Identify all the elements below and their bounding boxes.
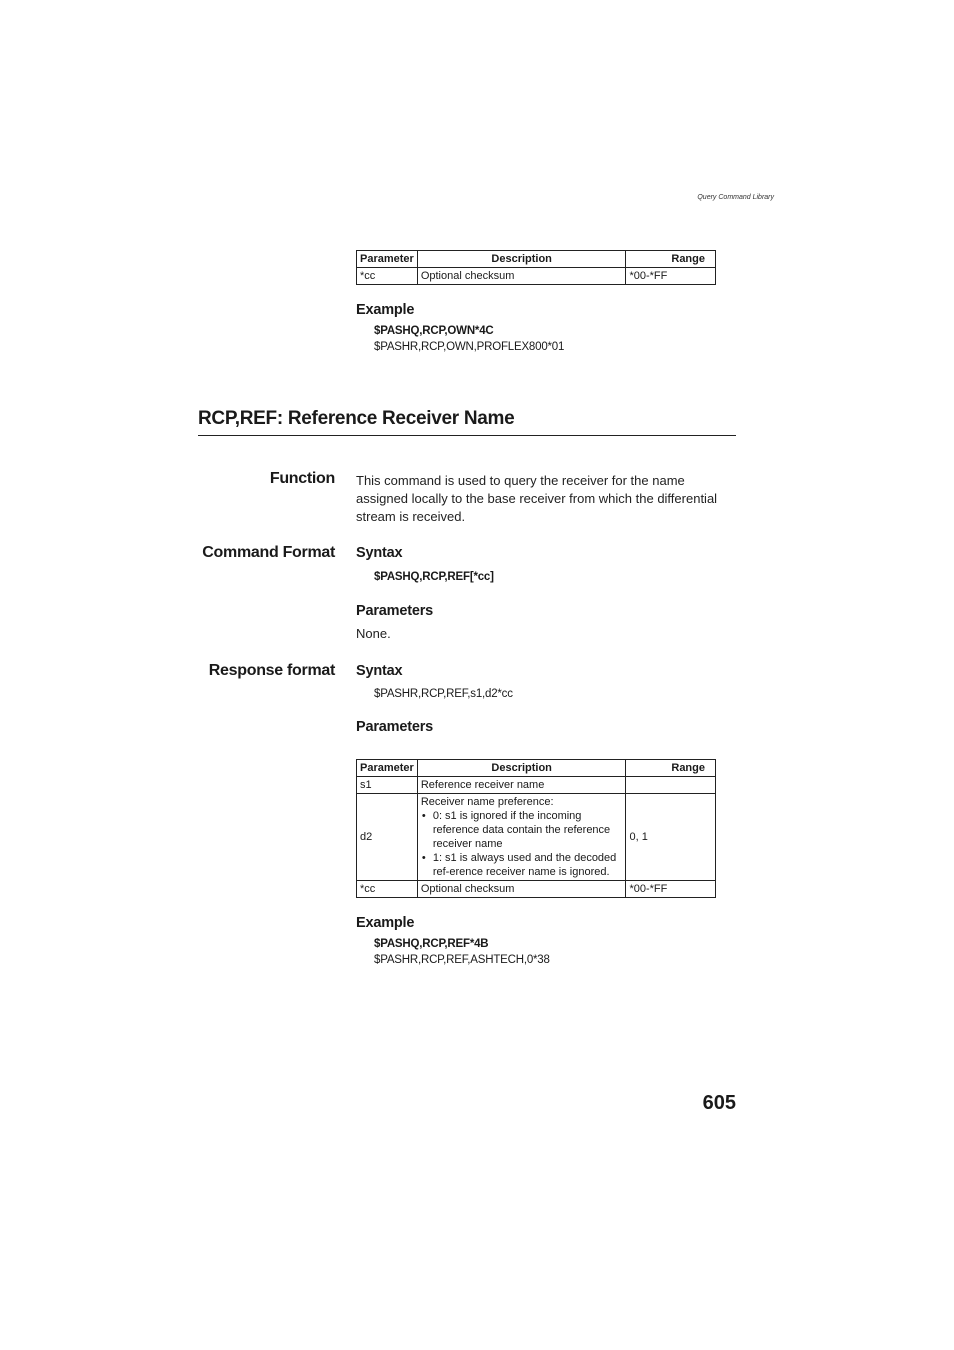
column-header-description: Description xyxy=(417,760,626,777)
example-response: $PASHR,RCP,OWN,PROFLEX800*01 xyxy=(374,341,565,353)
cell-range: *00-*FF xyxy=(626,268,716,285)
function-label: Function xyxy=(269,470,335,487)
description-bullet-list xyxy=(421,809,623,879)
cell-range: 0, 1 xyxy=(626,794,716,881)
command-syntax-heading: Syntax xyxy=(356,545,403,561)
column-header-range: Range xyxy=(626,251,716,268)
column-header-description: Description xyxy=(417,251,626,268)
response-parameters-heading: Parameters xyxy=(356,719,433,735)
column-header-parameter: Parameter xyxy=(357,251,418,268)
table-row xyxy=(357,268,716,285)
response-syntax: $PASHR,RCP,REF,s1,d2*cc xyxy=(374,688,513,700)
command-format-label: Command Format xyxy=(202,544,335,561)
list-item: • 0: s1 is ignored if the incoming reference data contain the reference receiver name xyxy=(421,809,623,851)
cell-parameter: *cc xyxy=(357,268,418,285)
cell-description: Optional checksum xyxy=(417,881,626,898)
example-heading: Example xyxy=(356,302,415,318)
description-intro: Receiver name preference: xyxy=(420,796,554,808)
running-header: Query Command Library xyxy=(697,194,774,201)
table-header-row xyxy=(357,760,716,777)
cell-description: Reference receiver name xyxy=(417,777,626,794)
table-header-row xyxy=(357,251,716,268)
response-format-label: Response format xyxy=(208,662,335,679)
cell-range: *00-*FF xyxy=(626,881,716,898)
section-title: RCP,REF: Reference Receiver Name xyxy=(198,408,736,436)
example-command: $PASHQ,RCP,OWN*4C xyxy=(374,325,494,337)
response-syntax-heading: Syntax xyxy=(356,663,403,679)
cell-parameter: d2 xyxy=(357,794,418,881)
table-row xyxy=(357,794,716,881)
command-parameters-text: None. xyxy=(356,626,391,641)
column-header-range: Range xyxy=(626,760,716,777)
column-header-parameter: Parameter xyxy=(357,760,418,777)
function-description: This command is used to query the receiver for the name assigned locally to the base receiver from which the differential stream is received. xyxy=(356,473,718,524)
list-item: • 1: s1 is always used and the decoded ref-erence receiver name is ignored. xyxy=(421,851,623,879)
table-row xyxy=(357,777,716,794)
example-heading: Example xyxy=(356,915,415,931)
cell-parameter: s1 xyxy=(357,777,418,794)
cell-description xyxy=(417,794,626,881)
cell-range xyxy=(626,777,716,794)
example-command: $PASHQ,RCP,REF*4B xyxy=(374,938,489,950)
cell-description: Optional checksum xyxy=(417,268,626,285)
command-parameters-heading: Parameters xyxy=(356,603,433,619)
top-parameter-table xyxy=(356,250,716,285)
response-parameter-table xyxy=(356,759,716,898)
command-syntax: $PASHQ,RCP,REF[*cc] xyxy=(374,571,494,583)
page-number: 605 xyxy=(702,1092,736,1114)
cell-parameter: *cc xyxy=(357,881,418,898)
example-response: $PASHR,RCP,REF,ASHTECH,0*38 xyxy=(374,954,550,966)
table-row xyxy=(357,881,716,898)
